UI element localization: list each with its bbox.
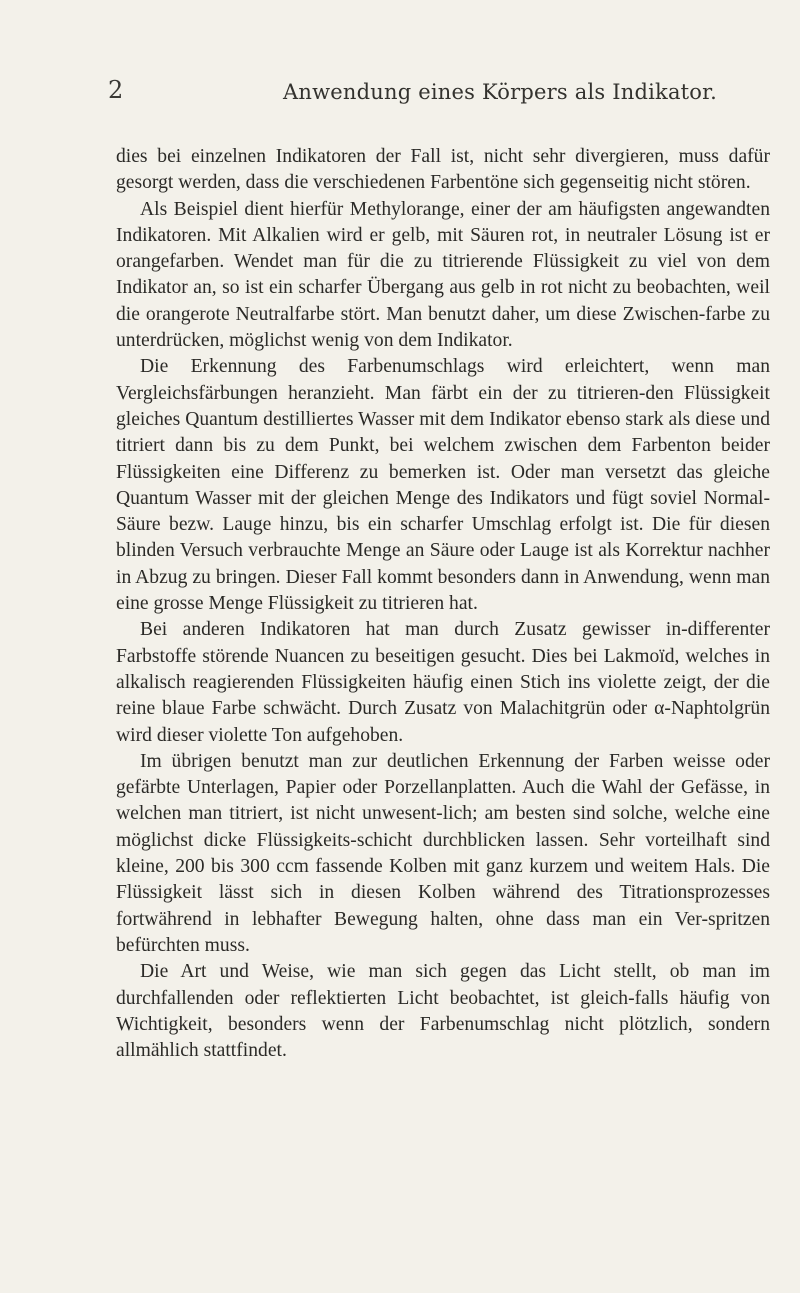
paragraph: Im übrigen benutzt man zur deutlichen Erkennung der Farben weisse oder gefärbte Unterlagen, Papier oder Porzellanplatten. Auch die Wahl der Gefässe, in welchen man titriert, ist nicht unwesent-lich; am besten sind solche, welche eine möglichst dicke Flüssigkeits-schicht durchblicken lassen. Sehr vorteilhaft sind kleine, 200 bis 300 ccm fassende Kolben mit ganz kurzem und weitem Hals. Die Flüssigkeit lässt sich in diesen Kolben während des Titrationsprozesses fortwährend in lebhafter Bewegung halten, ohne dass man ein Ver-spritzen befürchten muss. [116, 750, 770, 956]
body-text [116, 144, 770, 1064]
paragraph: Die Art und Weise, wie man sich gegen das Licht stellt, ob man im durchfallenden oder reflektierten Licht beobachtet, ist gleich-falls häufig von Wichtigkeit, besonders wenn der Farbenumschlag nicht plötzlich, sondern allmählich stattfindet. [116, 961, 770, 1062]
paragraph: dies bei einzelnen Indikatoren der Fall ist, nicht sehr divergieren, muss dafür gesorgt werden, dass die verschiedenen Farbentöne sich gegenseitig nicht stören. [116, 146, 770, 194]
paragraph: Die Erkennung des Farbenumschlags wird erleichtert, wenn man Vergleichsfärbungen heranzieht. Man färbt ein der zu titrieren-den Flüssigkeit gleiches Quantum destilliertes Wasser mit dem Indikator ebenso stark als diese und titriert dann bis zu dem Punkt, bei welchem zwischen dem Farbenton beider Flüssigkeiten eine Differenz zu bemerken ist. Oder man versetzt das gleiche Quantum Wasser mit der gleichen Menge des Indikators und fügt soviel Normal-Säure bezw. Lauge hinzu, bis ein scharfer Umschlag erfolgt ist. Die für diesen blinden Versuch verbrauchte Menge an Säure oder Lauge ist als Korrektur nachher in Abzug zu bringen. Dieser Fall kommt besonders dann in Anwendung, wenn man eine grosse Menge Flüssigkeit zu titrieren hat. [116, 356, 770, 615]
paragraph: Als Beispiel dient hierfür Methylorange, einer der am häufigsten angewandten Indikatoren. Mit Alkalien wird er gelb, mit Säuren rot, in neutraler Lösung ist er orangefarben. Wendet man für die zu titrierende Flüssigkeit zu viel von dem Indikator an, so ist ein scharfer Übergang aus gelb in rot nicht zu beobachten, weil die orangerote Neutralfarbe stört. Man benutzt daher, um diese Zwischen-farbe zu unterdrücken, möglichst wenig von dem Indikator. [116, 198, 770, 352]
page-number: 2 [108, 76, 124, 104]
paragraph: Bei anderen Indikatoren hat man durch Zusatz gewisser in-differenter Farbstoffe störende Nuancen zu beseitigen gesucht. Dies bei Lakmoïd, welches in alkalisch reagierenden Flüssigkeiten häufig einen Stich ins violette zeigt, der die reine blaue Farbe schwächt. Durch Zusatz von Malachitgrün oder α-Naphtolgrün wird dieser violette Ton aufgehoben. [116, 619, 770, 746]
running-head [108, 76, 766, 116]
running-head-title: Anwendung eines Körpers als Indikator. [283, 80, 717, 104]
